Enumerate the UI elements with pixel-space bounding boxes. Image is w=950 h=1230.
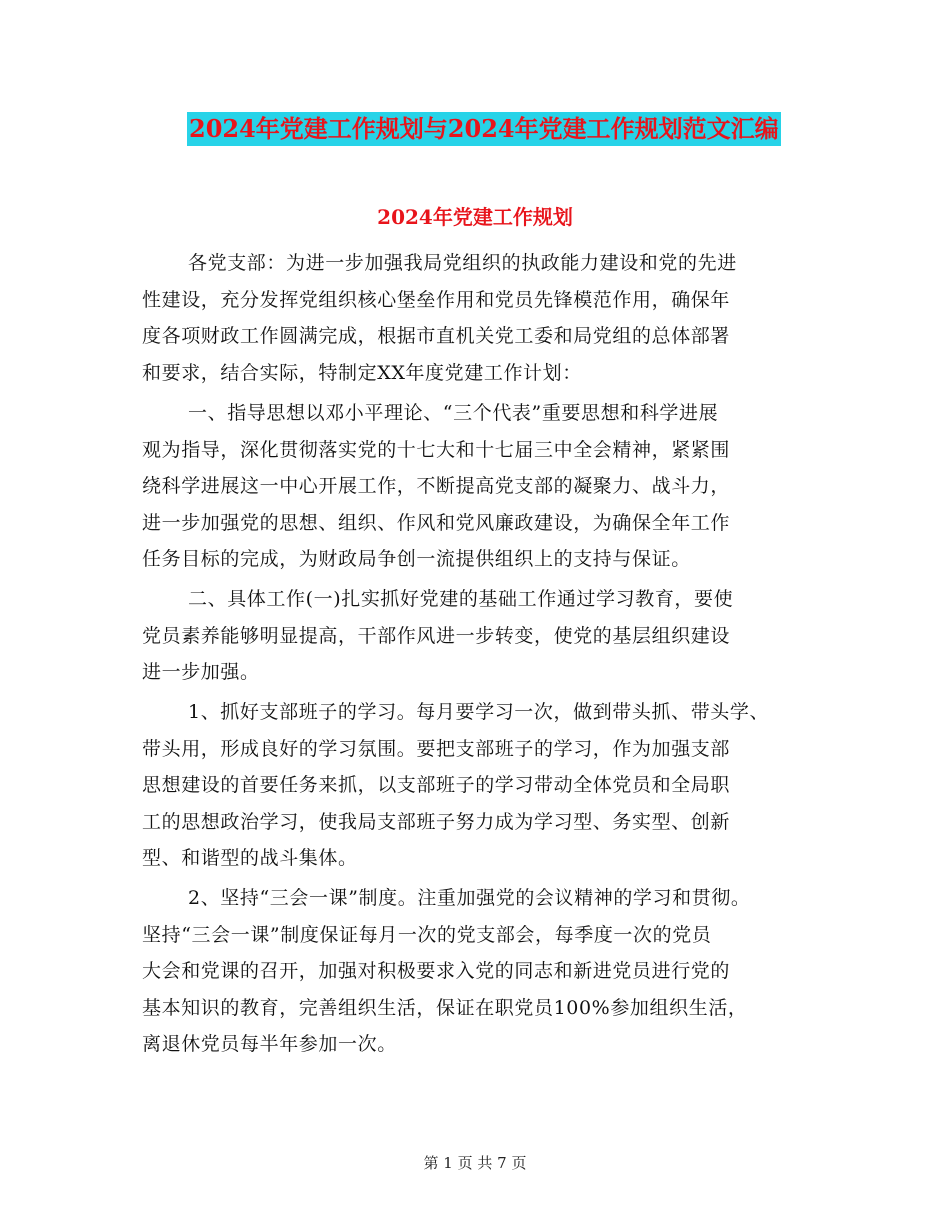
paragraph-line: 离退休党员每半年参加一次。 xyxy=(142,1033,397,1055)
paragraph-line: 2、坚持“三会一课”制度。注重加强党的会议精神的学习和贯彻。 xyxy=(188,887,751,909)
paragraph-line: 基本知识的教育，完善组织生活，保证在职党员100%参加组织生活， xyxy=(142,997,748,1019)
paragraph-line: 二、具体工作(一)扎实抓好党建的基础工作通过学习教育，要使 xyxy=(188,588,734,610)
paragraph-line: 大会和党课的召开，加强对积极要求入党的同志和新进党员进行党的 xyxy=(142,960,731,982)
paragraph-line: 观为指导，深化贯彻落实党的十七大和十七届三中全会精神，紧紧围 xyxy=(142,439,731,461)
paragraph-line: 绕科学进展这一中心开展工作，不断提高党支部的凝聚力、战斗力， xyxy=(142,475,731,497)
paragraph-line: 1、抓好支部班子的学习。每月要学习一次，做到带头抓、带头学、 xyxy=(188,701,770,723)
paragraph-line: 任务目标的完成，为财政局争创一流提供组织上的支持与保证。 xyxy=(142,548,691,570)
paragraph-line: 党员素养能够明显提高，干部作风进一步转变，使党的基层组织建设 xyxy=(142,625,731,647)
paragraph-line: 进一步加强。 xyxy=(142,661,260,683)
paragraph-line: 型、和谐型的战斗集体。 xyxy=(142,847,358,869)
page-number-footer: 第 1 页 共 7 页 xyxy=(423,1154,527,1172)
paragraph-line: 坚持“三会一课”制度保证每月一次的党支部会，每季度一次的党员 xyxy=(142,924,712,946)
paragraph-line: 性建设，充分发挥党组织核心堡垒作用和党员先锋模范作用，确保年 xyxy=(142,289,731,311)
paragraph-line: 度各项财政工作圆满完成，根据市直机关党工委和局党组的总体部署 xyxy=(142,325,731,347)
paragraph-line: 工的思想政治学习，使我局支部班子努力成为学习型、务实型、创新 xyxy=(142,811,731,833)
section-title: 2024年党建工作规划 xyxy=(377,205,573,229)
paragraph-line: 各党支部：为进一步加强我局党组织的执政能力建设和党的先进 xyxy=(188,252,737,274)
paragraph-line: 和要求，结合实际，特制定XX年度党建工作计划： xyxy=(142,362,582,384)
document-main-title: 2024年党建工作规划与2024年党建工作规划范文汇编 xyxy=(187,112,781,146)
paragraph-line: 一、指导思想以邓小平理论、“三个代表”重要思想和科学进展 xyxy=(188,402,719,424)
paragraph-line: 带头用，形成良好的学习氛围。要把支部班子的学习，作为加强支部 xyxy=(142,738,731,760)
paragraph-line: 思想建设的首要任务来抓，以支部班子的学习带动全体党员和全局职 xyxy=(142,774,731,796)
paragraph-line: 进一步加强党的思想、组织、作风和党风廉政建设，为确保全年工作 xyxy=(142,512,731,534)
